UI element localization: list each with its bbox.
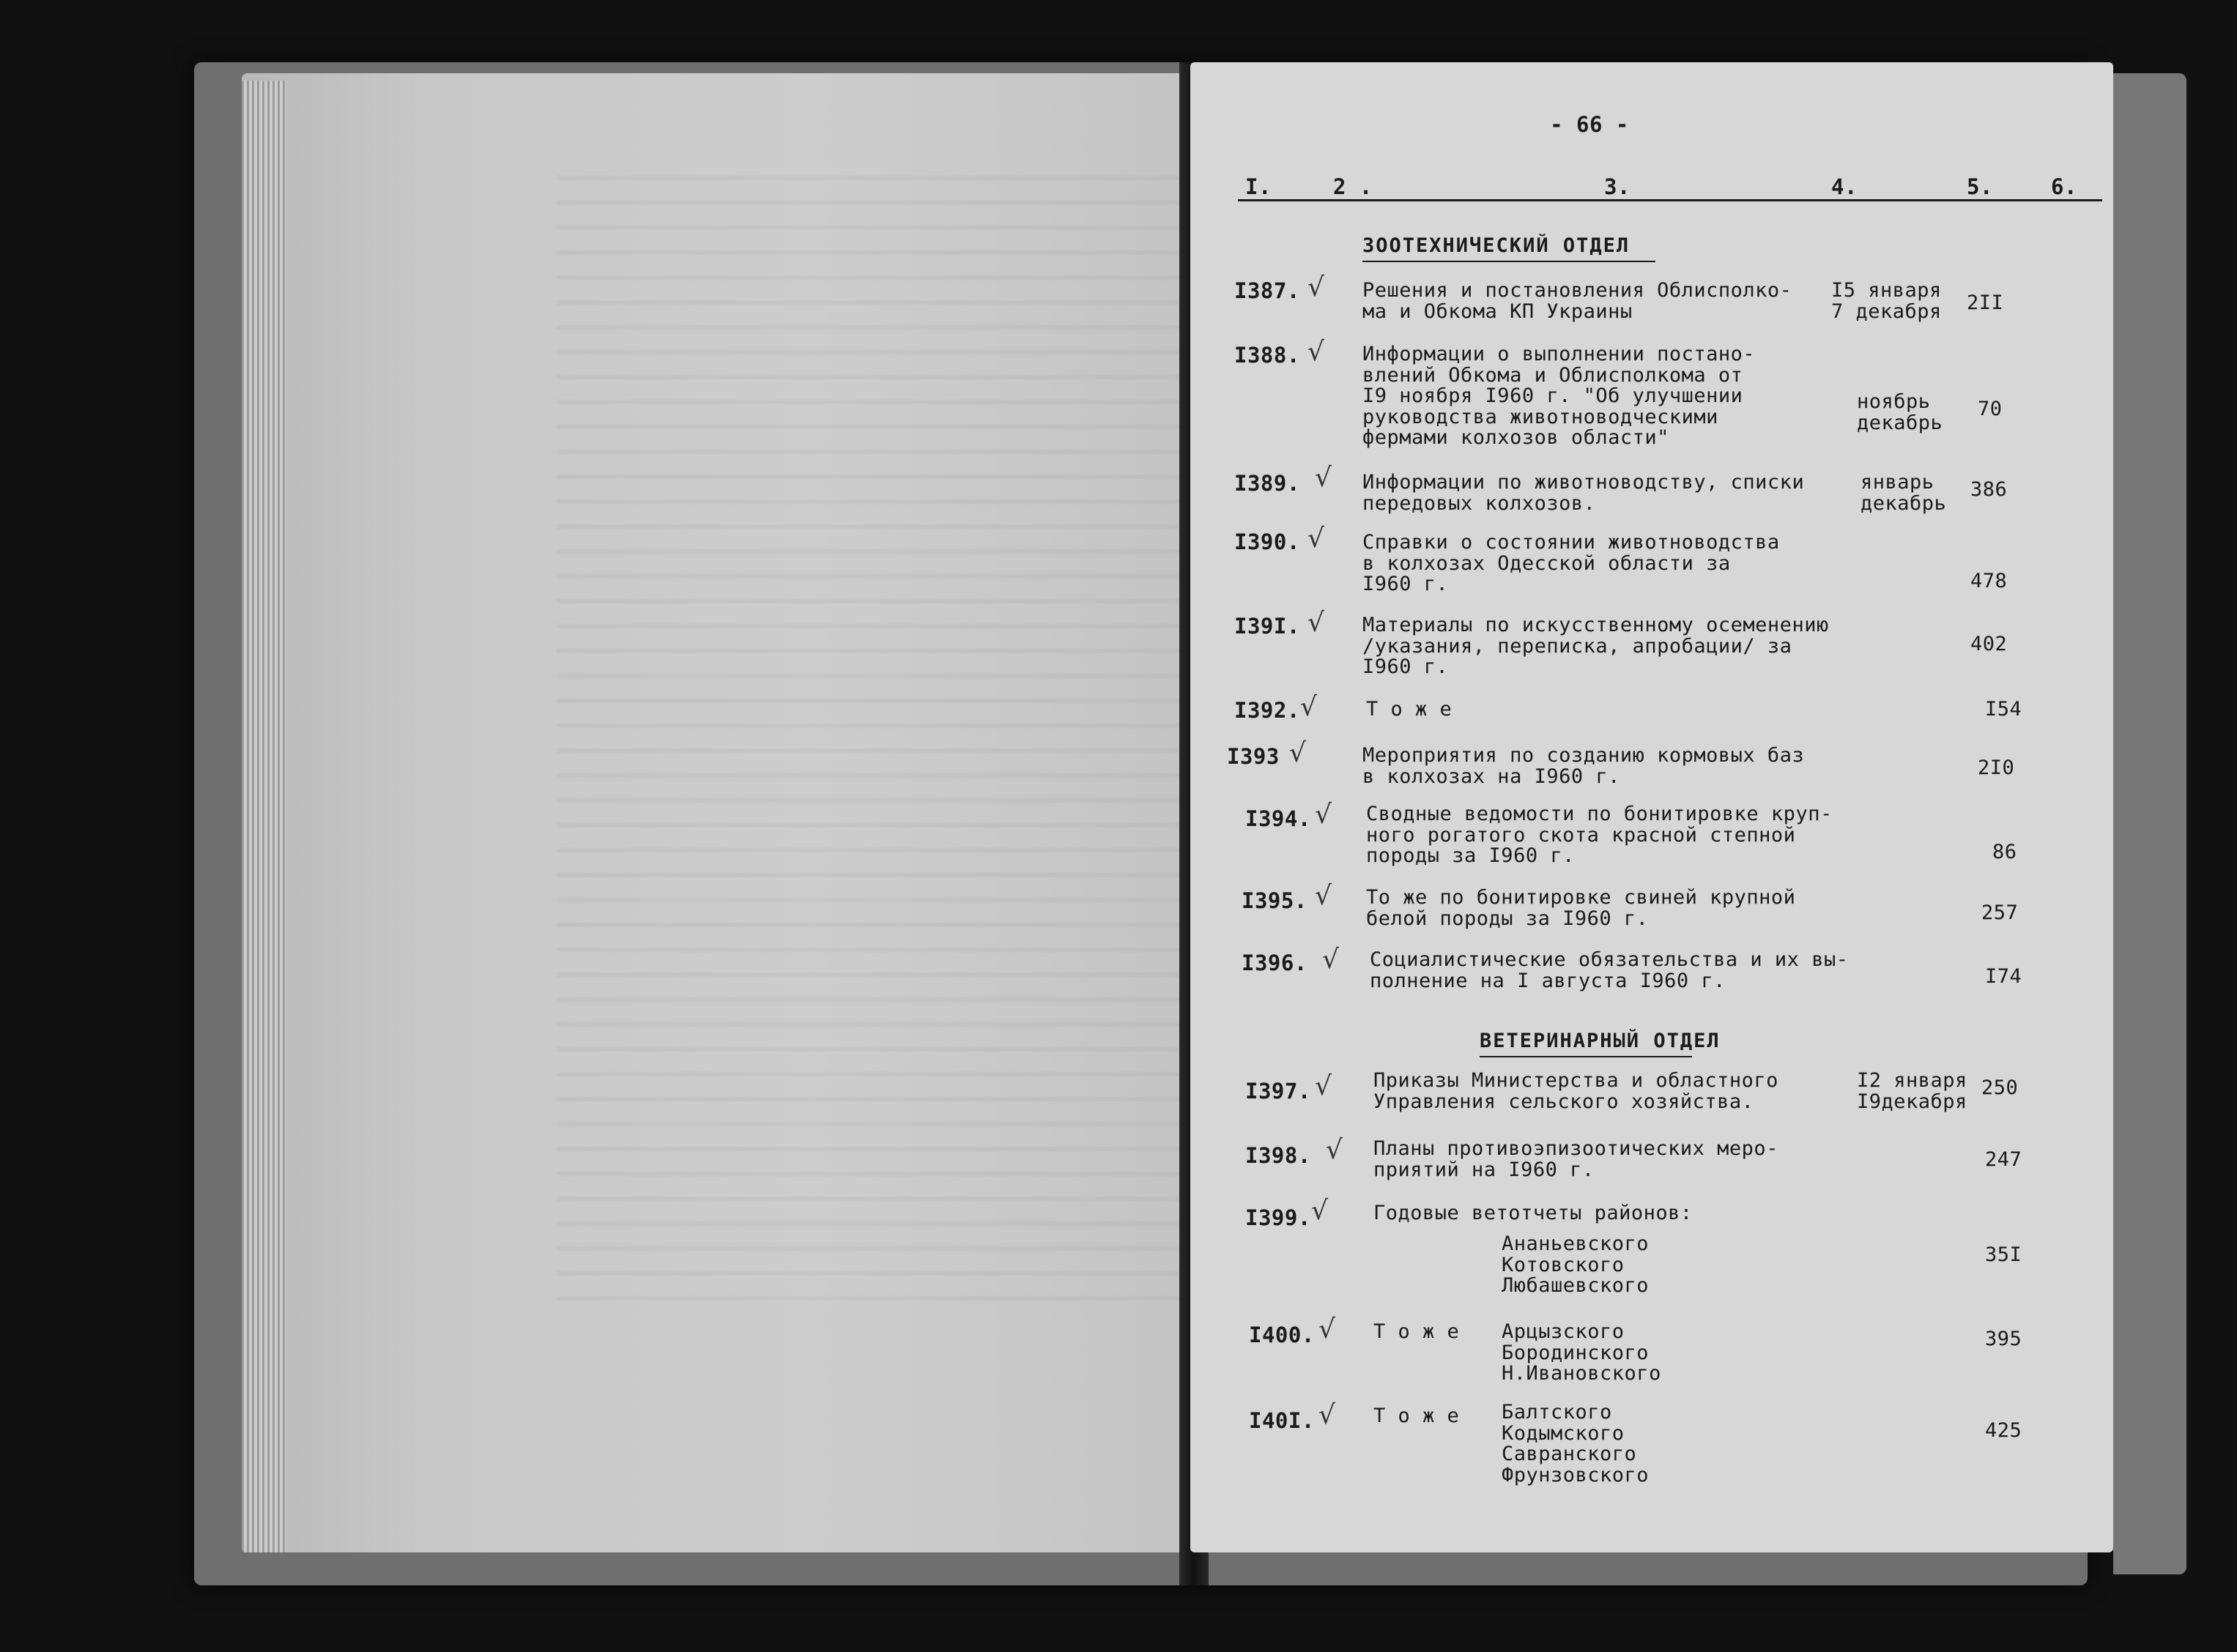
row-pages: 35I: [1985, 1243, 2022, 1266]
checkmark-icon: √: [1315, 881, 1332, 911]
row-districts: Арцызского Бородинского Н.Ивановского: [1502, 1320, 1661, 1385]
row-title: Социалистические обязательства и их вы- полнение на I августа I960 г.: [1370, 948, 1849, 992]
row-pages: 2I0: [1978, 756, 2015, 779]
checkmark-icon: √: [1311, 1196, 1328, 1226]
row-title: Мероприятия по созданию кормовых баз в колхозах на I960 г.: [1362, 744, 1805, 788]
row-pages: 395: [1985, 1328, 2022, 1350]
row-dates: ноябрь декабрь: [1857, 390, 1943, 434]
row-dates: I2 января I9декабря: [1857, 1069, 1967, 1113]
row-title: Приказы Министерства и областного Управления сельского хозяйства.: [1373, 1069, 1778, 1113]
row-title: Т о ж е: [1373, 1404, 1460, 1427]
row-pages: I54: [1985, 698, 2022, 721]
back-cover-board: [2113, 73, 2186, 1574]
row-districts: Ананьевского Котовского Любашевского: [1502, 1232, 1650, 1298]
row-pages: I74: [1985, 965, 2022, 988]
checkmark-icon: √: [1307, 524, 1324, 554]
column-6: 6.: [2051, 174, 2077, 199]
row-pages: 402: [1970, 633, 2008, 655]
checkmark-icon: √: [1289, 738, 1306, 768]
row-number: I393: [1227, 744, 1280, 769]
row-pages: 478: [1970, 570, 2008, 592]
column-2: 2 .: [1333, 174, 1373, 199]
row-title: Т о ж е: [1373, 1320, 1460, 1343]
checkmark-icon: √: [1315, 463, 1332, 493]
checkmark-icon: √: [1307, 272, 1324, 302]
row-title: Информации по животноводству, списки передовых колхозов.: [1362, 471, 1805, 515]
checkmark-icon: √: [1326, 1135, 1343, 1165]
row-pages: 386: [1970, 478, 2008, 501]
row-number: I39I.: [1234, 614, 1300, 639]
row-number: I398.: [1245, 1143, 1311, 1168]
checkmark-icon: √: [1318, 1314, 1335, 1344]
page-number: - 66 -: [1550, 112, 1629, 137]
column-4: 4.: [1831, 174, 1858, 199]
row-number: I388.: [1234, 343, 1300, 368]
row-pages: 425: [1985, 1419, 2022, 1442]
row-number: I396.: [1242, 950, 1307, 975]
section-underline: [1480, 1056, 1692, 1057]
row-number: I387.: [1234, 278, 1300, 303]
header-rule: [1238, 199, 2102, 201]
row-pages: 2II: [1967, 291, 2004, 314]
checkmark-icon: √: [1315, 1071, 1332, 1101]
row-number: I397.: [1245, 1079, 1311, 1104]
row-number: I394.: [1245, 806, 1311, 831]
row-number: I392.: [1234, 698, 1300, 723]
row-title: Планы противоэпизоотических меро- приятий на I960 г.: [1373, 1137, 1778, 1181]
row-number: I40I.: [1249, 1408, 1315, 1433]
checkmark-icon: √: [1300, 692, 1317, 722]
row-number: I390.: [1234, 529, 1300, 554]
row-pages: 70: [1978, 398, 2003, 420]
column-3: 3.: [1604, 174, 1631, 199]
checkmark-icon: √: [1307, 337, 1324, 367]
row-pages: 86: [1992, 841, 2017, 863]
checkmark-icon: √: [1307, 608, 1324, 638]
row-pages: 257: [1981, 901, 2019, 924]
section-underline: [1362, 261, 1655, 262]
row-title: Сводные ведомости по бонитировке круп- ного рогатого скота красной степной породы за I960 г.: [1366, 803, 1833, 868]
row-dates: январь декабрь: [1861, 471, 1947, 515]
row-title: Информации о выполнении постано- влений Обкома и Облисполкома от I9 ноября I960 г. "Об улучшении руководства животноводческими фермами колхозов области": [1362, 343, 1756, 450]
row-number: I400.: [1249, 1322, 1315, 1347]
row-number: I389.: [1234, 471, 1300, 496]
row-title: Решения и постановления Облисполко- ма и Обкома КП Украины: [1362, 279, 1792, 323]
row-title: Т о ж е: [1366, 698, 1453, 721]
bleed-through-text: [557, 176, 1187, 1318]
checkmark-icon: √: [1322, 945, 1339, 975]
checkmark-icon: √: [1315, 800, 1332, 830]
section-title: ВЕТЕРИНАРНЫЙ ОТДЕЛ: [1480, 1030, 1721, 1052]
page-edges: [242, 81, 286, 1552]
row-number: I399.: [1245, 1205, 1311, 1230]
row-number: I395.: [1242, 888, 1307, 913]
row-title: Справки о состоянии животноводства в колхозах Одесской области за I960 г.: [1362, 531, 1780, 596]
row-title: То же по бонитировке свиней крупной белой породы за I960 г.: [1366, 886, 1796, 930]
row-dates: I5 января 7 декабря: [1831, 279, 1942, 323]
column-5: 5.: [1967, 174, 1993, 199]
row-title: Материалы по искусственному осеменению /указания, переписка, апробации/ за I960 г.: [1362, 614, 1829, 679]
column-1: I.: [1245, 174, 1272, 199]
row-pages: 250: [1981, 1076, 2019, 1099]
section-title: ЗООТЕХНИЧЕСКИЙ ОТДЕЛ: [1362, 234, 1631, 257]
row-title: Годовые ветотчеты районов:: [1373, 1202, 1693, 1224]
checkmark-icon: √: [1318, 1400, 1335, 1430]
row-districts: Балтского Кодымского Савранского Фрунзовского: [1502, 1401, 1650, 1487]
row-pages: 247: [1985, 1148, 2022, 1171]
